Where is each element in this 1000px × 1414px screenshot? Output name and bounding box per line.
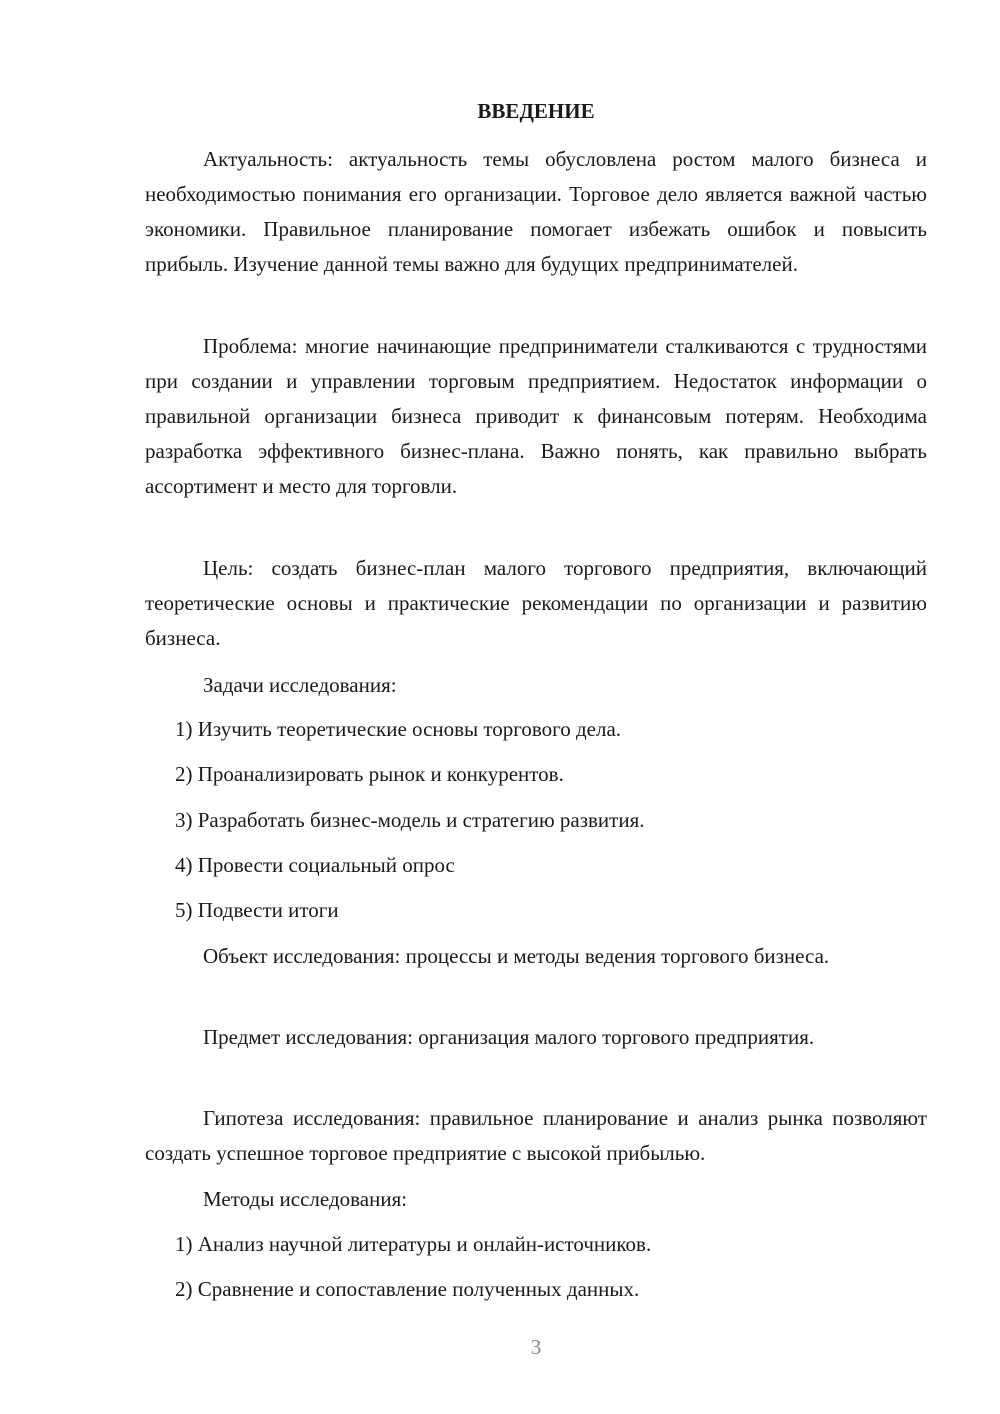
methods-heading: Методы исследования: [203, 1187, 408, 1211]
subject-paragraph: Предмет исследования: организация малого торгового предприятия. [203, 1025, 815, 1049]
list-item: 4) Провести социальный опрос [175, 853, 455, 877]
tasks-list [145, 893, 927, 928]
problem-paragraph: Проблема: многие начинающие предприниматели сталкиваются с трудностями при создании и управлении торговым предприятием. Недостаток информации о правильной организации бизнеса приводит к финансовым потерям. Необходима разработка эффективного бизнес-плана. Важно понять, как правильно выбрать ассортимент и место для торговли. [145, 334, 927, 498]
tasks-list [145, 757, 927, 792]
tasks-list [145, 712, 927, 747]
tasks-heading-block [145, 668, 927, 703]
subject-block [145, 1020, 927, 1055]
goal-paragraph: Цель: создать бизнес-план малого торгового предприятия, включающий теоретические основы и практические рекомендации по организации и развитию бизнеса. [145, 556, 927, 650]
hypothesis-paragraph: Гипотеза исследования: правильное планирование и анализ рынка позволяют создать успешное торговое предприятие с высокой прибылью. [145, 1106, 927, 1165]
problem-block [145, 329, 927, 504]
object-block [145, 939, 927, 974]
methods-list [145, 1227, 927, 1262]
tasks-list [145, 803, 927, 838]
page-title: ВВЕДЕНИЕ [477, 99, 595, 123]
page-number: 3 [530, 1335, 542, 1359]
tasks-heading: Задачи исследования: [203, 673, 397, 697]
list-item: 2) Проанализировать рынок и конкурентов. [175, 762, 564, 786]
relevance-block [145, 142, 927, 282]
list-item: 1) Изучить теоретические основы торгового дела. [175, 717, 622, 741]
object-paragraph: Объект исследования: процессы и методы ведения торгового бизнеса. [203, 944, 830, 968]
methods-heading-block [145, 1182, 927, 1217]
list-item: 2) Сравнение и сопоставление полученных данных. [175, 1277, 640, 1301]
list-item: 5) Подвести итоги [175, 898, 339, 922]
goal-block [145, 551, 927, 656]
list-item: 1) Анализ научной литературы и онлайн-источников. [175, 1232, 652, 1256]
tasks-list [145, 848, 927, 883]
hypothesis-block [145, 1101, 927, 1171]
methods-list [145, 1272, 927, 1307]
list-item: 3) Разработать бизнес-модель и стратегию развития. [175, 808, 645, 832]
relevance-paragraph: Актуальность: актуальность темы обусловлена ростом малого бизнеса и необходимостью понимания его организации. Торговое дело является важной частью экономики. Правильное планирование помогает избежать ошибок и повысить прибыль. Изучение данной темы важно для будущих предпринимателей. [145, 147, 927, 276]
